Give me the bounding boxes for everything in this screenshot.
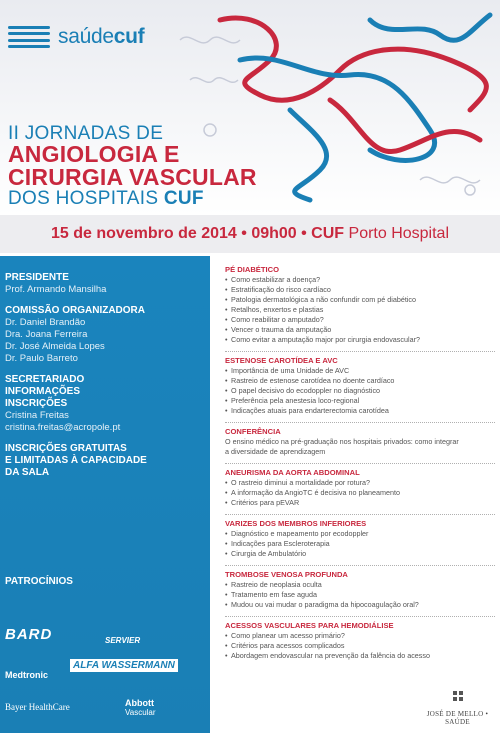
list-item: • Estratificação do risco cardíaco xyxy=(225,285,495,295)
date-bar xyxy=(0,215,500,253)
footer-brand-text: JOSÉ DE MELLO • SAÚDE xyxy=(426,710,489,726)
servier-logo: SERVIER xyxy=(105,636,141,645)
title-line-4: DOS HOSPITAIS CUF xyxy=(8,188,204,209)
bayer-healthcare-logo: Bayer HealthCare xyxy=(5,702,70,712)
list-item: • O papel decisivo do ecodoppler no diagnóstico xyxy=(225,386,495,396)
divider xyxy=(225,351,495,352)
abbott-vascular-label: Vascular xyxy=(125,708,156,717)
list-item: • Cirurgia de Ambulatório xyxy=(225,549,495,559)
list-item: • Diagnóstico e mapeamento por ecodoppler xyxy=(225,529,495,539)
section-heading: VARIZES DOS MEMBROS INFERIORES xyxy=(225,519,367,528)
divider xyxy=(225,422,495,423)
section-heading: ANEURISMA DA AORTA ABDOMINAL xyxy=(225,468,360,477)
jose-de-mello-mark-icon xyxy=(452,690,464,702)
program-section xyxy=(225,519,495,559)
registration-note: INSCRIÇÕES GRATUITAS xyxy=(5,443,127,454)
committee-heading: COMISSÃO ORGANIZADORA xyxy=(5,305,145,316)
committee-member: Dr. José Almeida Lopes xyxy=(5,341,105,352)
list-item: • Preferência pela anestesia loco-regional xyxy=(225,396,495,406)
program-section xyxy=(225,265,495,345)
section-heading: TROMBOSE VENOSA PROFUNDA xyxy=(225,570,348,579)
section-heading: PÉ DIABÉTICO xyxy=(225,265,280,274)
list-item: • Critérios para pEVAR xyxy=(225,498,495,508)
wave-logo-icon xyxy=(8,26,50,48)
registration-note: DA SALA xyxy=(5,467,50,478)
conference-text: a diversidade de aprendizagem xyxy=(225,447,326,456)
president-heading: PRESIDENTE xyxy=(5,272,69,283)
conference-text: O ensino médico na pré-graduação nos hospitais privados: como integrar xyxy=(225,437,459,446)
medtronic-logo: Medtronic xyxy=(5,670,49,680)
program-section xyxy=(225,468,495,508)
list-item: • Como planear um acesso primário? xyxy=(225,631,495,641)
secretariat-name: Cristina Freitas xyxy=(5,410,69,421)
divider xyxy=(225,463,495,464)
section-heading: CONFERÊNCIA xyxy=(225,427,281,436)
bard-logo: BARD xyxy=(5,626,53,643)
sidebar-panel xyxy=(0,256,210,733)
title-line-3: CIRURGIA VASCULAR xyxy=(8,164,257,190)
list-item: • Como reabilitar o amputado? xyxy=(225,315,495,325)
header-banner xyxy=(0,0,500,215)
list-item: • Patologia dermatológica a não confundir com pé diabético xyxy=(225,295,495,305)
list-item: • Abordagem endovascular na prevenção da falência do acesso xyxy=(225,651,495,661)
event-title xyxy=(8,124,257,209)
logo-prefix: saúde xyxy=(58,25,114,48)
title-line-1: II JORNADAS DE xyxy=(8,123,164,144)
information-heading: INFORMAÇÕES xyxy=(5,386,80,397)
list-item: • Vencer o trauma da amputação xyxy=(225,325,495,335)
sponsors-heading: PATROCÍNIOS xyxy=(5,576,73,587)
logo-brand: cuf xyxy=(113,25,145,48)
list-item: • O rastreio diminui a mortalidade por rotura? xyxy=(225,478,495,488)
event-date: 15 de novembro de 2014 • 09h00 • CUF xyxy=(50,225,349,242)
list-item: • Mudou ou vai mudar o paradigma da hipocoagulação oral? xyxy=(225,600,495,610)
secretariat-email[interactable]: cristina.freitas@acropole.pt xyxy=(5,422,121,433)
program-section xyxy=(225,427,495,457)
divider xyxy=(225,514,495,515)
registration-note: E LIMITADAS À CAPACIDADE xyxy=(5,455,147,466)
list-item: • Rastreio de estenose carotídea no doente cardíaco xyxy=(225,376,495,386)
list-item: • Tratamento em fase aguda xyxy=(225,590,495,600)
section-heading: ESTENOSE CAROTÍDEA E AVC xyxy=(225,356,338,365)
list-item: • Rastreio de neoplasia oculta xyxy=(225,580,495,590)
registrations-heading: INSCRIÇÕES xyxy=(5,398,68,409)
program-section xyxy=(225,356,495,416)
list-item: • Como estabilizar a doença? xyxy=(225,275,495,285)
alfa-wassermann-logo: ALFA WASSERMANN xyxy=(70,659,178,672)
divider xyxy=(225,565,495,566)
program-content xyxy=(225,265,495,667)
list-item: • Retalhos, enxertos e plastias xyxy=(225,305,495,315)
list-item: • Indicações para Escleroterapia xyxy=(225,539,495,549)
title-line-2: ANGIOLOGIA E xyxy=(8,141,180,167)
abbott-logo: Abbott xyxy=(125,698,154,708)
program-section xyxy=(225,570,495,610)
list-item: • A informação da AngioTC é decisiva no planeamento xyxy=(225,488,495,498)
list-item: • Importância de uma Unidade de AVC xyxy=(225,366,495,376)
program-section xyxy=(225,621,495,661)
saude-cuf-logo xyxy=(8,25,144,49)
list-item: • Critérios para acessos complicados xyxy=(225,641,495,651)
committee-member: Dr. Paulo Barreto xyxy=(5,353,78,364)
secretariat-heading: SECRETARIADO xyxy=(5,374,85,385)
committee-member: Dra. Joana Ferreira xyxy=(5,329,88,340)
president-name: Prof. Armando Mansilha xyxy=(5,284,107,295)
event-venue: Porto Hospital xyxy=(348,225,450,242)
divider xyxy=(225,616,495,617)
list-item: • Indicações atuais para endarterectomia carotídea xyxy=(225,406,495,416)
list-item: • Como evitar a amputação major por cirurgia endovascular? xyxy=(225,335,495,345)
jose-de-mello-saude-logo xyxy=(420,690,495,726)
committee-member: Dr. Daniel Brandão xyxy=(5,317,86,328)
section-heading: ACESSOS VASCULARES PARA HEMODIÁLISE xyxy=(225,621,394,630)
